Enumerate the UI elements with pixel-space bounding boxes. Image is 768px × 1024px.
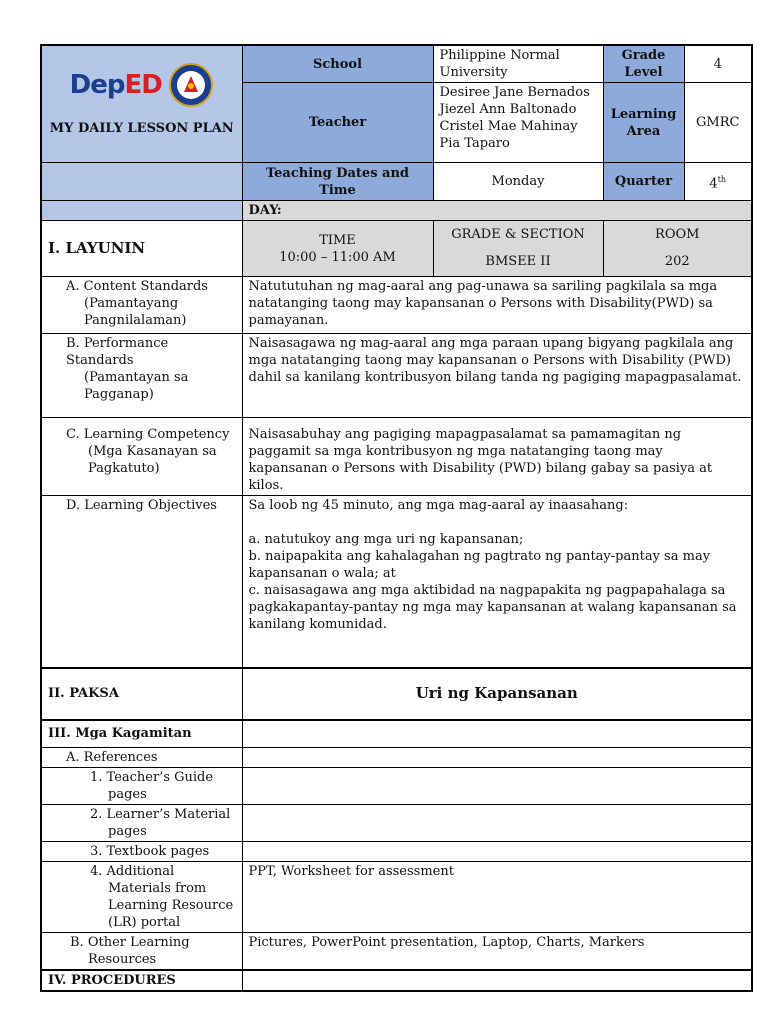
teacher-name: Jiezel Ann Baltonado — [439, 102, 577, 117]
textbook-label: 3. Textbook pages — [41, 842, 242, 862]
room-cell — [603, 221, 752, 277]
teachers-guide-label: 1. Teacher’s Guide pages — [41, 768, 242, 805]
objective-b: b. naipapakita ang kahalagahan ng pagtrato ng pantay-pantay sa may kapansanan o wala; at — [248, 549, 711, 581]
day-label: DAY: — [242, 201, 752, 221]
deped-wordmark: DepED — [69, 69, 162, 100]
grade-level-value: 4 — [684, 45, 752, 83]
lesson-plan-document — [40, 44, 751, 992]
teacher-name: Pia Taparo — [439, 136, 510, 151]
learners-material-value — [242, 805, 752, 842]
dates-label: Teaching Dates and Time — [242, 163, 433, 201]
teacher-name: Desiree Jane Bernados — [439, 85, 590, 100]
grade-level-label: Grade Level — [603, 45, 684, 83]
grade-section-label: GRADE & SECTION — [451, 227, 585, 242]
grade-section-cell — [433, 221, 603, 277]
procedures-value — [242, 970, 752, 991]
references-label: A. References — [41, 748, 242, 768]
plan-title: MY DAILY LESSON PLAN — [41, 163, 242, 201]
textbook-value — [242, 842, 752, 862]
quarter-value: 4th — [684, 163, 752, 201]
paksa-label: II. PAKSA — [41, 668, 242, 720]
school-value: Philippine Normal University — [433, 45, 603, 83]
objective-a: a. natutukoy ang mga uri ng kapansanan; — [248, 532, 524, 547]
learning-competency-text: Naisasabuhay ang pagiging mapagpasalamat sa pamamagitan ng paggamit sa mga kontribusyon ng mga natatanging taong may kapansanan o Persons with Disability (PWD) bilang gabay sa pasiya at kilos. — [242, 418, 752, 496]
performance-standards-label: B. Performance Standards (Pamantayan sa Pagganap) — [41, 334, 242, 418]
teacher-label: Teacher — [242, 83, 433, 163]
learning-competency-label: C. Learning Competency (Mga Kasanayan sa Pagkatuto) — [41, 418, 242, 496]
references-value — [242, 748, 752, 768]
additional-materials-value: PPT, Worksheet for assessment — [242, 862, 752, 933]
kagamitan-label: III. Mga Kagamitan — [41, 720, 242, 748]
deped-logo-cell — [41, 45, 242, 163]
additional-materials-label: 4. Additional Materials from Learning Resource (LR) portal — [41, 862, 242, 933]
room-value: 202 — [664, 254, 690, 269]
dates-value: Monday — [433, 163, 603, 201]
time-value: 10:00 – 11:00 AM — [279, 249, 396, 265]
paksa-value: Uri ng Kapansanan — [242, 668, 752, 720]
time-cell — [242, 221, 433, 277]
teachers-guide-value — [242, 768, 752, 805]
learning-objectives-text — [242, 496, 752, 668]
learning-area-label: Learning Area — [603, 83, 684, 163]
content-standards-label: A. Content Standards (Pamantayang Pangnilalaman) — [41, 277, 242, 334]
layunin-title: I. LAYUNIN — [41, 221, 242, 277]
grade-section-value: BMSEE II — [485, 254, 551, 269]
teacher-names — [433, 83, 603, 163]
deped-seal-icon — [168, 62, 214, 108]
objective-c: c. naisasagawa ang mga aktibidad na nagpapakita ng pagpapahalaga sa pagkakapantay-pantay ng mga may kapansanan at walang kapansanan sa kanilang komunidad. — [248, 583, 737, 632]
school-label: School — [242, 45, 433, 83]
learners-material-label: 2. Learner’s Material pages — [41, 805, 242, 842]
learning-area-value: GMRC — [684, 83, 752, 163]
time-label: TIME — [319, 232, 356, 248]
lesson-plan-table — [40, 44, 753, 992]
plan-title-filler — [41, 201, 242, 221]
learning-objectives-label: D. Learning Objectives — [41, 496, 242, 668]
procedures-label: IV. PROCEDURES — [41, 970, 242, 991]
performance-standards-text: Naisasagawa ng mag-aaral ang mga paraan upang bigyang pagkilala ang mga natatanging taong may kapansanan o Persons with Disability (PWD) dahil sa kanilang kontribusyon bilang tanda ng pagiging mapagpasalamat. — [242, 334, 752, 418]
other-resources-label: B. Other Learning Resources — [41, 933, 242, 971]
kagamitan-value — [242, 720, 752, 748]
deped-logo — [42, 46, 242, 124]
quarter-label: Quarter — [603, 163, 684, 201]
other-resources-value: Pictures, PowerPoint presentation, Laptop, Charts, Markers — [242, 933, 752, 971]
room-label: ROOM — [655, 227, 700, 242]
content-standards-text: Natututuhan ng mag-aaral ang pag-unawa sa sariling pagkilala sa mga natatanging taong may kapansanan o Persons with Disability(PWD) sa pamayanan. — [242, 277, 752, 334]
objectives-intro: Sa loob ng 45 minuto, ang mga mag-aaral ay inaasahang: — [248, 498, 629, 513]
teacher-name: Cristel Mae Mahinay — [439, 119, 578, 134]
